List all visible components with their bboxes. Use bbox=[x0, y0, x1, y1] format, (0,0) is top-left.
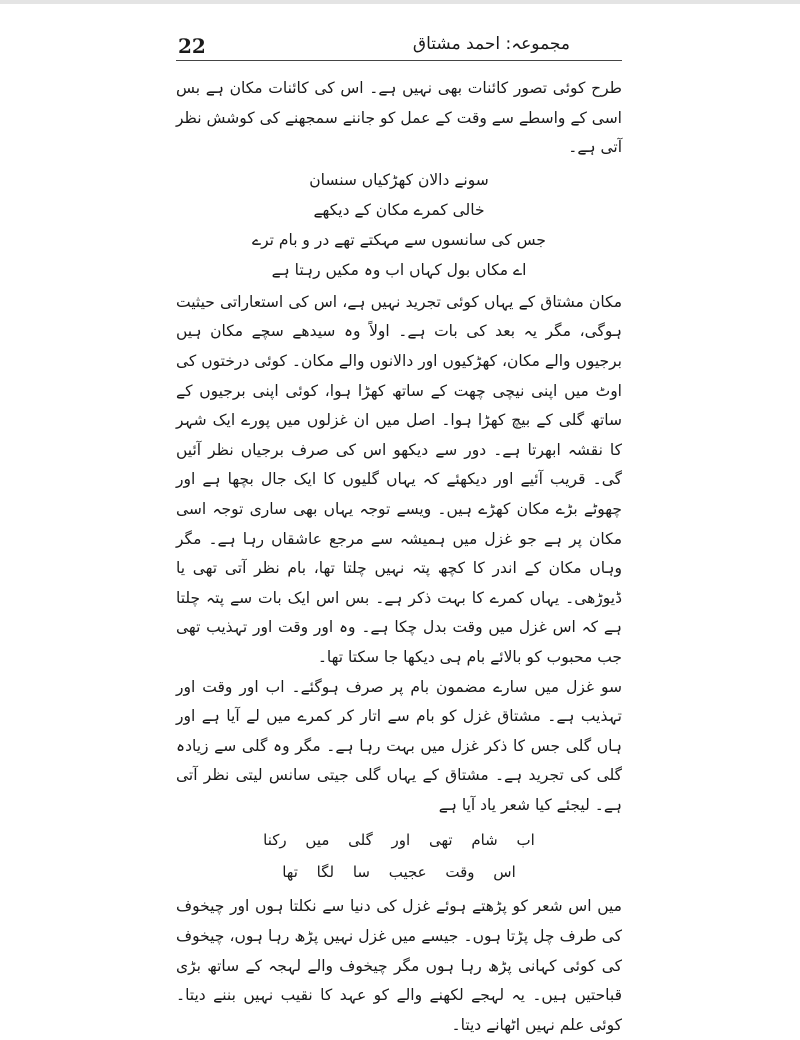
verse-line-3: جس کی سانسوں سے مہکتے تھے در و بام ترے bbox=[252, 230, 546, 249]
page-body bbox=[176, 74, 622, 1040]
paragraph-4: میں اس شعر کو پڑھتے ہوئے غزل کی دنیا سے نکلتا ہوں اور چیخوف کی طرف چل پڑتا ہوں۔ جیسے میں غزل نہیں پڑھ رہا ہوں، چیخوف کی کوئی کہانی پڑھ رہا ہوں مگر چیخوف والے لہجہ کے ساتھ بڑی قباحتیں ہیں۔ یہ لہجے لکھنے والے کو عہد کا نقیب نہیں بننے دیتا۔ کوئی علم نہیں اٹھانے دیتا۔ bbox=[176, 897, 622, 1034]
verse-block bbox=[176, 165, 622, 285]
verse-line-2: خالی کمرے مکان کے دیکھے bbox=[313, 200, 485, 219]
page-number: 22 bbox=[178, 34, 206, 58]
running-title: مجموعہ: احمد مشتاق bbox=[412, 34, 570, 54]
top-edge-shadow bbox=[0, 0, 800, 4]
paragraph-3: سو غزل میں سارے مضمون بام پر صرف ہوگئے۔ اب اور وقت اور تہذیب ہے۔ مشتاق غزل کو بام سے اتار کر کمرے میں لے آیا ہے اور ہاں گلی جس کا ذکر غزل میں بہت رہا ہے۔ مگر وہ گلی سے زیادہ گلی کی تجرید ہے۔ مشتاق کے یہاں گلی جیتی سانس لیتی نظر آتی ہے۔ لیجئے کیا شعر یاد آیا ہے bbox=[176, 677, 622, 814]
paragraph-1: طرح کوئی تصور کائنات بھی نہیں ہے۔ اس کی کائنات مکان ہے بس اسی کے واسطے سے وقت کے عمل کو جاننے سمجھنے کی کوشش نظر آتی ہے۔ bbox=[176, 79, 622, 157]
verse-line-1: سونے دالان کھڑکیاں سنسان bbox=[309, 170, 489, 189]
couplet-line-2: اس وقت عجیب سا لگا تھا bbox=[282, 863, 516, 882]
verse-line-4: اے مکاں بول کہاں اب وہ مکیں رہتا ہے bbox=[271, 260, 527, 279]
paragraph-2: مکان مشتاق کے یہاں کوئی تجرید نہیں ہے، اس کی استعاراتی حیثیت ہوگی، مگر یہ بعد کی بات ہے۔ اولاً وہ سیدھے سچے مکان ہیں برجیوں والے مکان، کھڑکیوں اور دالانوں والے مکان۔ کوئی درختوں کی اوٹ میں اپنی نیچی چھت کے ساتھ کھڑا ہوا، کوئی اپنی برجیوں کے ساتھ گلی کے بیچ کھڑا ہوا۔ اصل میں ان غزلوں میں پورے ایک شہر کا نقشہ ابھرتا ہے۔ دور سے دیکھو اس کی صرف برجیاں نظر آئیں گی۔ قریب آئیے اور دیکھئے کہ یہاں گلیوں کا ایک جال بچھا ہے اور چھوٹے بڑے مکان کھڑے ہیں۔ ویسے توجہ یہاں بھی ساری توجہ اسی مکان پر ہے جو غزل میں ہمیشہ سے مرجع عاشقاں رہا ہے۔ مگر وہاں مکان کے اندر کا کچھ پتہ نہیں چلتا تھا، بام نظر آتی تھی یا ڈیوڑھی۔ یہاں کمرے کا بہت ذکر ہے۔ بس اس ایک بات سے پتہ چلتا ہے کہ اس غزل میں وقت بدل چکا ہے۔ وہ اور وقت اور تہذیب تھی جب محبوب کو بالائے بام ہی دیکھا جا سکتا تھا۔ bbox=[176, 292, 622, 666]
header-divider bbox=[176, 60, 622, 61]
couplet-line-1: اب شام تھی اور گلی میں رکنا bbox=[263, 831, 535, 850]
couplet-block bbox=[176, 824, 622, 888]
